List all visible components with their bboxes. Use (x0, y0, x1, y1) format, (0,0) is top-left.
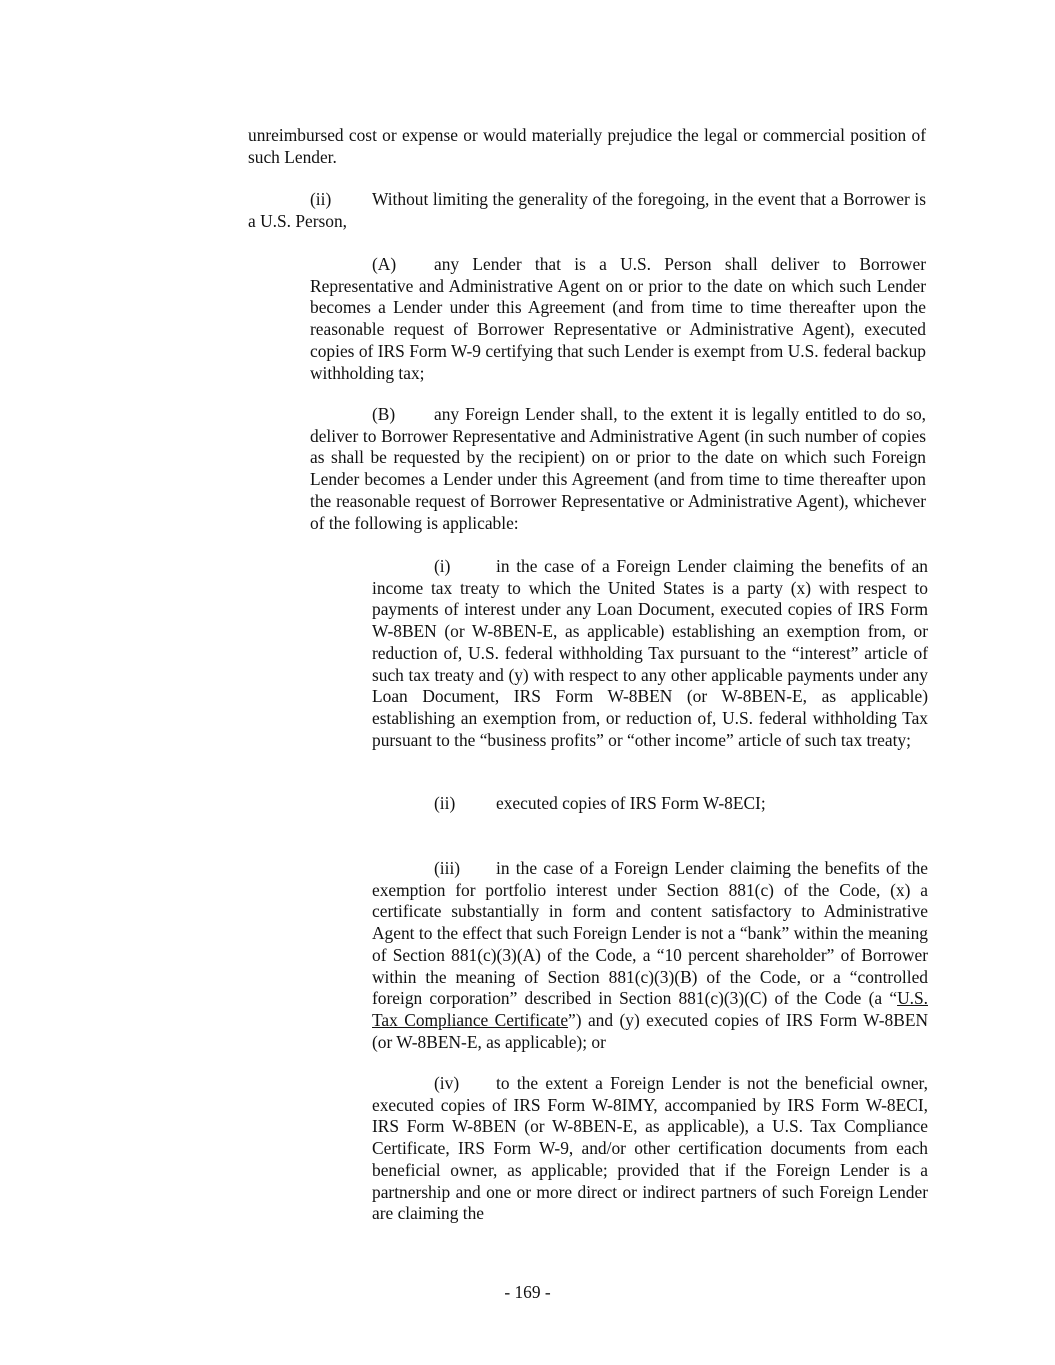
clause-b-label: (B) (372, 404, 396, 424)
clause-a-text: any Lender that is a U.S. Person shall deliver to Borrower Representative and Administrative Agent on or prior to the date on which such Lender becomes a Lender under this Agreement (and from time to time thereafter upon the reasonable request of Borrower Representative or Administrative Agent), executed copies of IRS Form W-9 certifying that such Lender is exempt from U.S. federal backup withholding tax; (310, 254, 926, 383)
subclause-ii-paragraph (372, 793, 928, 815)
clause-b-text: any Foreign Lender shall, to the extent it is legally entitled to do so, deliver to Borrower Representative and Administrative Agent (in such number of copies as shall be requested by the recipient) on or prior to the date on which such Foreign Lender becomes a Lender under this Agreement (and from time to time thereafter upon the reasonable request of Borrower Representative or Administrative Agent), whichever of the following is applicable: (310, 404, 926, 533)
clause-ii-paragraph (248, 189, 926, 232)
subclause-ii-text: executed copies of IRS Form W-8ECI; (496, 793, 766, 813)
subclause-i-paragraph (372, 556, 928, 751)
subclause-iv-label: (iv) (434, 1073, 460, 1093)
defined-term-tax-compliance-certificate: U.S. Tax Compliance Certificate (372, 988, 928, 1030)
clause-ii-label: (ii) (310, 189, 332, 209)
subclause-iii-text-before: in the case of a Foreign Lender claiming the benefits of the exemption for portfolio interest under Section 881(c) of the Code, (x) a certificate substantially in form and content satisfactory to Administrative Agent to the effect that such Foreign Lender is not a “bank” within the meaning of Section 881(c)(3)(A) of the Code, a “10 percent shareholder” of Borrower within the meaning of Section 881(c)(3)(B) of the Code, or a “controlled foreign corporation” described in Section 881(c)(3)(C) of the Code (a “ (372, 858, 928, 1009)
page-number: - 169 - (504, 1282, 551, 1302)
clause-b-paragraph (310, 404, 926, 534)
subclause-iv-text: to the extent a Foreign Lender is not the beneficial owner, executed copies of IRS Form W-8IMY, accompanied by IRS Form W-8ECI, IRS Form W-8BEN (or W-8BEN-E, as applicable), a U.S. Tax Compliance Certificate, IRS Form W-9, and/or other certification documents from each beneficial owner, as applicable; provided that if the Foreign Lender is a partnership and one or more direct or indirect partners of such Foreign Lender are claiming the (372, 1073, 928, 1224)
subclause-ii-label: (ii) (434, 793, 456, 813)
clause-ii-text: Without limiting the generality of the foregoing, in the event that a Borrower is a U.S. Person, (248, 189, 926, 231)
subclause-iv-paragraph (372, 1073, 928, 1225)
clause-a-paragraph (310, 254, 926, 384)
subclause-iii-paragraph (372, 858, 928, 1053)
subclause-iii-label: (iii) (434, 858, 461, 878)
intro-paragraph: unreimbursed cost or expense or would materially prejudice the legal or commercial position of such Lender. (248, 125, 926, 167)
subclause-iii-text-after: ”) and (y) executed copies of IRS Form W-8BEN (or W-8BEN-E, as applicable); or (372, 1009, 929, 1052)
clause-a-label: (A) (372, 254, 397, 274)
subclause-i-text: in the case of a Foreign Lender claiming the benefits of an income tax treaty to which the United States is a party (x) with respect to payments of interest under any Loan Document, executed copies of IRS Form W-8BEN (or W-8BEN-E, as applicable) establishing an exemption from, or reduction of, U.S. federal withholding Tax pursuant to the “interest” article of such tax treaty and (y) with respect to any other applicable payments under any Loan Document, IRS Form W-8BEN (or W-8BEN-E, as applicable) establishing an exemption from, or reduction of, U.S. federal withholding Tax pursuant to the “business profits” or “other income” article of such tax treaty; (372, 556, 928, 750)
subclause-i-label: (i) (434, 556, 451, 576)
